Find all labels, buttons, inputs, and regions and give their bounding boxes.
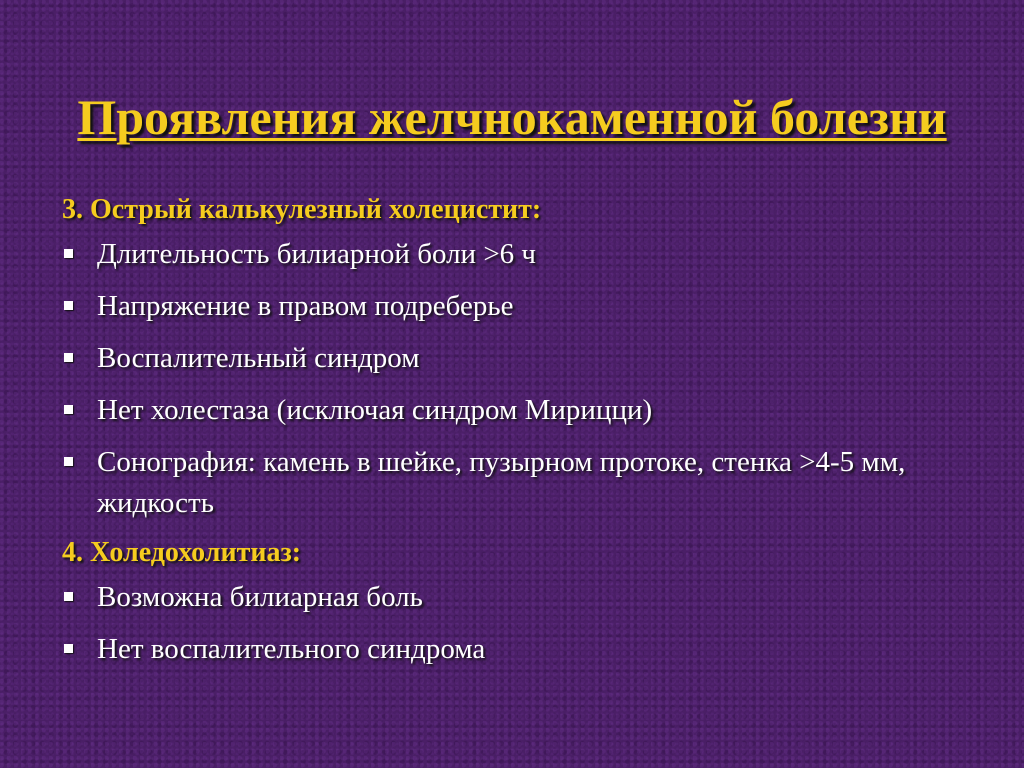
list-item: [62, 338, 982, 379]
square-bullet-icon: [64, 249, 73, 258]
list-item: [62, 286, 982, 327]
list-item-text: Напряжение в правом подреберье: [97, 290, 514, 322]
square-bullet-icon: [64, 301, 73, 310]
slide-content: [62, 192, 982, 681]
square-bullet-icon: [64, 592, 73, 601]
section-heading-choledocholithiasis: 4. Холедохолитиаз:: [62, 537, 302, 568]
list-cholecystitis: [62, 234, 982, 524]
list-item: [62, 390, 982, 431]
section-heading-cholecystitis: 3. Острый калькулезный холецистит:: [62, 194, 542, 225]
square-bullet-icon: [64, 353, 73, 362]
square-bullet-icon: [64, 644, 73, 653]
square-bullet-icon: [64, 457, 73, 466]
list-item-text: Длительность билиарной боли >6 ч: [97, 238, 537, 270]
list-item: [62, 234, 982, 275]
list-item: [62, 442, 982, 524]
list-item-text: Нет холестаза (исключая синдром Мирицци): [97, 394, 653, 426]
list-item-text: Сонография: камень в шейке, пузырном протоке, стенка >4-5 мм, жидкость: [97, 446, 906, 519]
list-item-text: Воспалительный синдром: [97, 342, 420, 374]
list-item-text: Возможна билиарная боль: [97, 581, 423, 613]
list-item-text: Нет воспалительного синдрома: [97, 633, 486, 665]
list-choledocholithiasis: [62, 577, 982, 670]
slide-title: Проявления желчнокаменной болезни: [77, 88, 947, 145]
square-bullet-icon: [64, 405, 73, 414]
list-item: [62, 629, 982, 670]
list-item: [62, 577, 982, 618]
